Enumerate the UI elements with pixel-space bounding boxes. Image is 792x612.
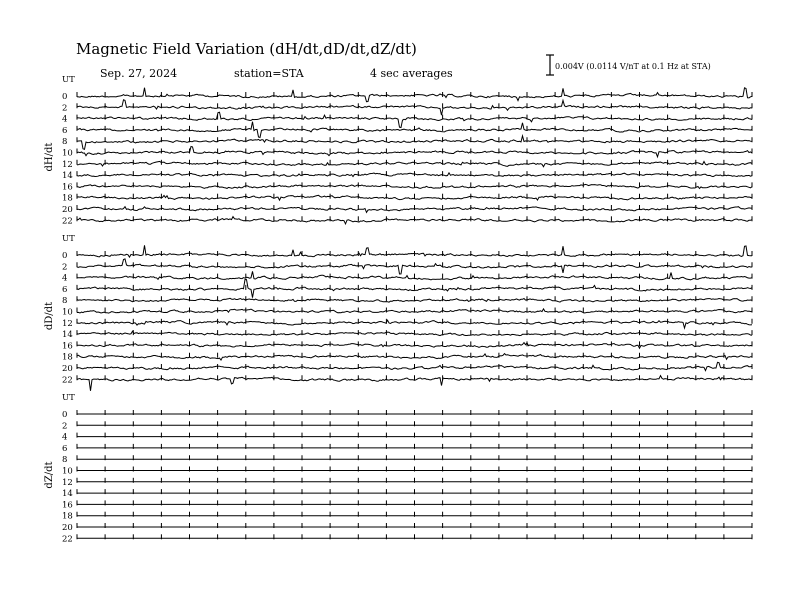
row-label: 18 bbox=[62, 511, 73, 522]
panel-dD bbox=[44, 234, 752, 391]
station-label: station=STA bbox=[234, 67, 304, 80]
row-label: 22 bbox=[62, 534, 73, 545]
chart-title: Magnetic Field Variation (dH/dt,dD/dt,dZ/dt) bbox=[76, 40, 417, 58]
row-label: 2 bbox=[62, 262, 68, 273]
row-label: 4 bbox=[62, 432, 68, 443]
row-label: 18 bbox=[62, 193, 73, 204]
row-label: 0 bbox=[62, 251, 68, 261]
row-label: 20 bbox=[62, 523, 73, 533]
ut-label: UT bbox=[62, 393, 75, 403]
date-label: Sep. 27, 2024 bbox=[100, 67, 178, 80]
row-label: 14 bbox=[62, 489, 73, 500]
panel-ylabel: dD/dt bbox=[44, 301, 55, 331]
panel-ylabel: dZ/dt bbox=[44, 461, 55, 489]
row-label: 2 bbox=[62, 103, 68, 114]
row-label: 6 bbox=[62, 125, 68, 136]
ut-label: UT bbox=[62, 75, 75, 85]
row-label: 10 bbox=[62, 148, 73, 159]
scale-bar bbox=[546, 55, 711, 75]
averaging-label: 4 sec averages bbox=[370, 67, 453, 80]
row-label: 10 bbox=[62, 307, 73, 318]
row-label: 0 bbox=[62, 410, 68, 420]
panel-dZ bbox=[44, 393, 752, 544]
row-label: 16 bbox=[62, 182, 73, 193]
row-label: 18 bbox=[62, 352, 73, 363]
row-label: 14 bbox=[62, 171, 73, 182]
scale-note: 0.004V (0.0114 V/nT at 0.1 Hz at STA) bbox=[555, 62, 711, 71]
row-label: 16 bbox=[62, 341, 73, 352]
row-label: 12 bbox=[62, 159, 73, 170]
row-label: 12 bbox=[62, 477, 73, 488]
row-label: 20 bbox=[62, 205, 73, 215]
row-label: 6 bbox=[62, 284, 68, 295]
ut-label: UT bbox=[62, 234, 75, 244]
row-label: 14 bbox=[62, 330, 73, 341]
row-label: 16 bbox=[62, 500, 73, 511]
row-label: 0 bbox=[62, 92, 68, 102]
row-label: 2 bbox=[62, 421, 68, 432]
trace-line bbox=[77, 112, 752, 127]
row-label: 8 bbox=[62, 296, 68, 307]
row-label: 4 bbox=[62, 114, 68, 125]
row-label: 6 bbox=[62, 443, 68, 454]
row-label: 22 bbox=[62, 216, 73, 227]
row-label: 20 bbox=[62, 364, 73, 374]
row-label: 8 bbox=[62, 137, 68, 148]
row-label: 8 bbox=[62, 455, 68, 466]
row-label: 4 bbox=[62, 273, 68, 284]
row-label: 22 bbox=[62, 375, 73, 386]
panel-dH bbox=[44, 75, 752, 226]
panels-group bbox=[44, 75, 752, 544]
row-label: 12 bbox=[62, 318, 73, 329]
row-label: 10 bbox=[62, 466, 73, 477]
panel-ylabel: dH/dt bbox=[44, 142, 55, 172]
